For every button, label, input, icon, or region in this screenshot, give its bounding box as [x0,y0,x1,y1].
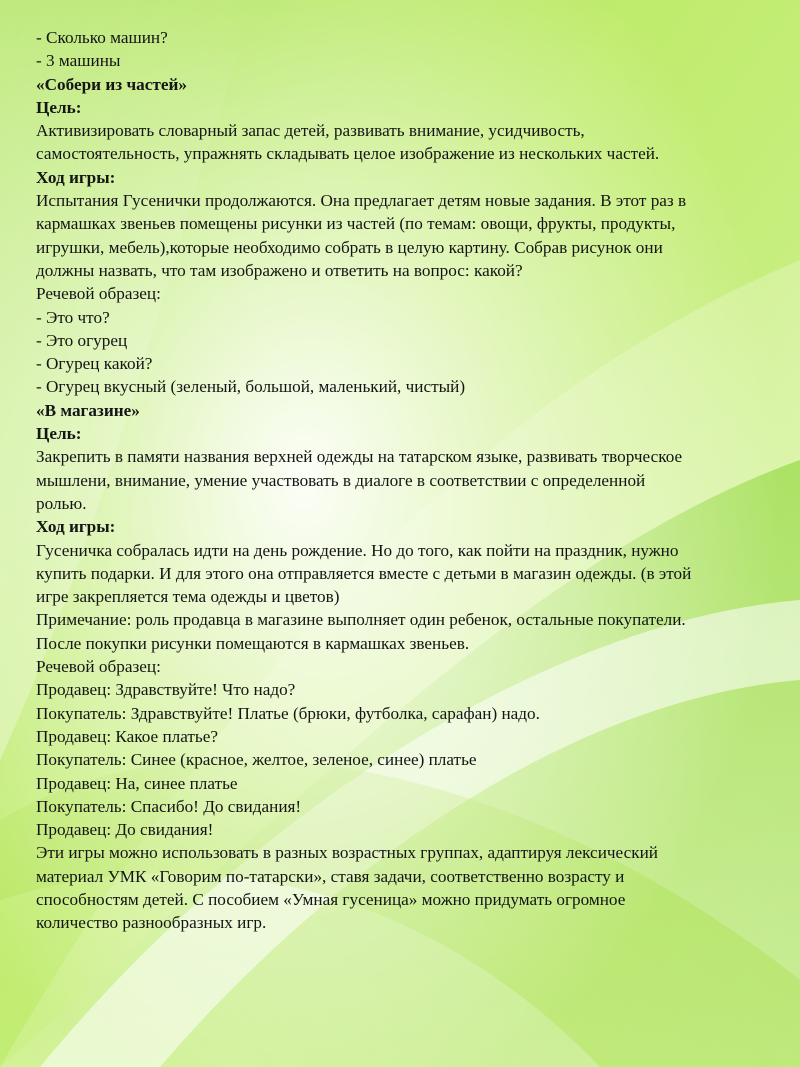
text-line: Покупатель: Спасибо! До свидания! [36,796,302,816]
text-line: - Огурец вкусный (зеленый, большой, маленький, чистый) [36,377,466,397]
text-line: Продавец: Какое платье? [36,726,219,746]
text-line: Продавец: На, синее платье [36,773,238,793]
text-line: Продавец: Здравствуйте! Что надо? [36,680,296,700]
section-heading: Цель: [36,424,82,444]
text-line: Речевой образец: [36,284,161,304]
text-line: Гусеничка собралась идти на день рождение. Но до того, как пойти на праздник, нужно [36,540,679,560]
section-heading: Ход игры: [36,167,116,187]
text-line: Покупатель: Здравствуйте! Платье (брюки, футболка, сарафан) надо. [36,703,540,723]
text-line: - Сколько машин? [36,28,168,47]
text-line: Закрепить в памяти названия верхней одежды на татарском языке, развивать творческое [36,447,683,467]
text-line: Испытания Гусенички продолжаются. Она предлагает детям новые задания. В этот раз в [36,191,687,211]
section-heading: «В магазине» [36,400,140,420]
text-line: способностям детей. С пособием «Умная гусеница» можно придумать огромное [36,889,626,909]
section-heading: Цель: [36,97,82,117]
section-heading: Ход игры: [36,517,116,537]
text-line: ролью. [36,493,87,513]
text-line: игрушки, мебель),которые необходимо собрать в целую картину. Собрав рисунок они [36,237,663,257]
text-line: Речевой образец: [36,657,161,677]
text-line: Примечание: роль продавца в магазине выполняет один ребенок, остальные покупатели. [36,610,686,630]
text-line: Эти игры можно использовать в разных возрастных группах, адаптируя лексический [36,843,658,863]
text-line: - Огурец какой? [36,354,153,374]
text-line: количество разнообразных игр. [36,913,267,933]
text-line: мышлени, внимание, умение участвовать в диалоге в соответствии с определенной [36,470,646,490]
text-line: Активизировать словарный запас детей, развивать внимание, усидчивость, [36,121,585,141]
text-line: Продавец: До свидания! [36,820,214,840]
text-line: - Это что? [36,307,110,327]
text-line: - 3 машины [36,51,121,71]
text-line: кармашках звеньев помещены рисунки из частей (по темам: овощи, фрукты, продукты, [36,214,676,234]
text-line: Покупатель: Синее (красное, желтое, зеленое, синее) платье [36,750,477,770]
text-line: самостоятельность, упражнять складывать целое изображение из нескольких частей. [36,144,660,164]
text-line: После покупки рисунки помещаются в кармашках звеньев. [36,633,470,653]
text-line: должны назвать, что там изображено и ответить на вопрос: какой? [36,260,523,280]
text-line: игре закрепляется тема одежды и цветов) [36,587,340,607]
text-line: - Это огурец [36,330,128,350]
text-line: материал УМК «Говорим по-татарски», ставя задачи, соответственно возрасту и [36,866,625,886]
document-body [36,26,776,935]
section-heading: «Собери из частей» [36,74,187,94]
text-line: купить подарки. И для этого она отправляется вместе с детьми в магазин одежды. (в этой [36,563,692,583]
